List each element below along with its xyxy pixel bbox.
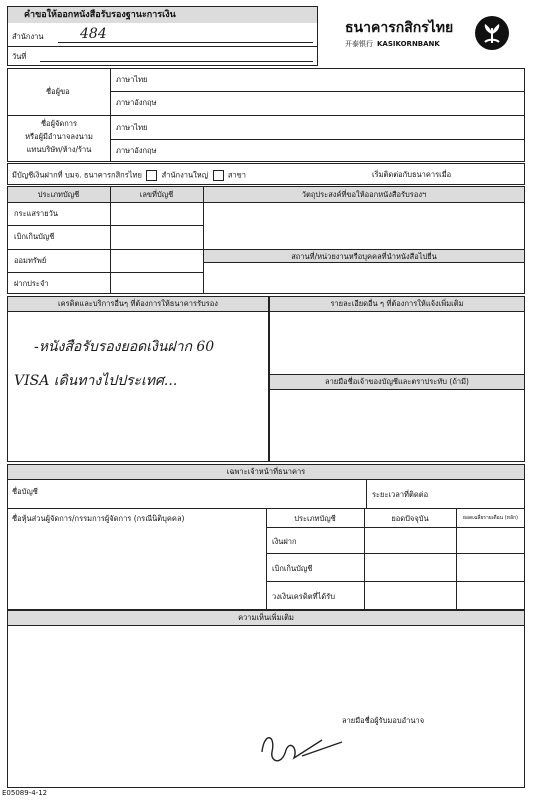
bank-table-row-line-1 xyxy=(266,553,525,554)
handwritten-line-2: VISA เดินทางไปประเทศ... xyxy=(14,373,178,389)
form-code: E05089-4-12 xyxy=(2,789,48,797)
branch-option-label: สาขา xyxy=(227,170,247,180)
opinion-header-line xyxy=(7,625,525,626)
eng-lang-label-2: ภาษาอังกฤษ xyxy=(116,146,157,155)
requester-name-label: ชื่อผู้ขอ xyxy=(46,87,70,96)
form-title: คำขอให้ออกหนังสือรับรองฐานะการเงิน xyxy=(24,10,176,20)
account-prefix: มีบัญชีเงินฝากที่ บมจ. ธนาคารกสิกรไทย xyxy=(12,170,142,180)
place-label: สถานที่/หน่วยงานหรือบุคคลที่นำหนังสือไปยื่น xyxy=(291,252,437,261)
acct-row-line-1 xyxy=(7,225,203,226)
opinion-header: ความเห็นเพิ่มเติม xyxy=(238,613,294,622)
bank-table-row-line-2 xyxy=(266,581,525,582)
bank-table-div-2 xyxy=(364,508,365,610)
bank-name-chinese: 开泰银行 xyxy=(345,40,373,48)
kasikorn-logo-icon xyxy=(475,16,509,50)
requester-row2-split xyxy=(110,139,525,140)
account-line-text xyxy=(12,170,246,181)
table-row-overdraft: เบิกเกินบัญชี xyxy=(14,232,55,241)
account-name-label: ชื่อบัญชี xyxy=(12,487,38,496)
place-label-line xyxy=(203,262,525,263)
bank-name-english: KASIKORNBANK xyxy=(377,40,440,48)
acct-col-div-2 xyxy=(203,186,204,294)
branch-underline xyxy=(58,42,313,43)
bank-col-type: ประเภทบัญชี xyxy=(294,514,336,523)
bank-table-div-1 xyxy=(266,508,267,610)
bank-table-div-3 xyxy=(456,508,457,610)
bank-col-balance: ยอดปัจจุบัน xyxy=(391,514,429,523)
table-row-fixed: ฝากประจำ xyxy=(14,279,49,288)
handwritten-line-1: -หนังสือรับรองยอดเงินฝาก 60 xyxy=(34,339,215,355)
header-divider xyxy=(7,46,318,47)
col-account-number: เลขที่บัญชี xyxy=(139,190,174,199)
bank-only-header-line xyxy=(7,479,525,480)
signature-header: ลายมือชื่อเจ้าของบัญชีและตราประทับ (ถ้ามี) xyxy=(325,377,469,386)
thai-lang-label-2: ภาษาไทย xyxy=(116,123,148,132)
partners-label: ชื่อหุ้นส่วนผู้จัดการ/กรรมการผู้จัดการ (กรณีนิติบุคคล) xyxy=(12,514,185,523)
requester-hdivider xyxy=(7,115,525,116)
manager-label-1: ชื่อผู้จัดการ xyxy=(40,119,78,128)
bank-name-thai: ธนาคารกสิกรไทย xyxy=(345,20,454,36)
bank-col-average: ยอดเฉลี่ยรายเดือน (หลัก) xyxy=(463,515,518,521)
head-office-checkbox[interactable] xyxy=(146,170,157,181)
authorized-signature-label: ลายมือชื่อผู้รับมอบอำนาจ xyxy=(342,716,425,725)
manager-label-3: แทนบริษัท/ห้าง/ร้าน xyxy=(26,145,92,154)
requester-row1-split xyxy=(110,91,525,92)
bank-only-name-div xyxy=(366,479,367,508)
date-label: วันที่ xyxy=(12,52,27,61)
eng-lang-label: ภาษาอังกฤษ xyxy=(116,98,157,107)
bank-table-header-line xyxy=(266,527,525,528)
start-contact-label: เริ่มติดต่อกับธนาคารเมื่อ xyxy=(372,170,452,179)
table-row-current: กระแสรายวัน xyxy=(14,209,58,218)
acct-header-line xyxy=(7,202,525,203)
branch-label: สำนักงาน xyxy=(12,32,44,41)
bank-only-header: เฉพาะเจ้าหน้าที่ธนาคาร xyxy=(226,467,306,476)
acct-col-div-1 xyxy=(110,186,111,294)
head-office-label: สำนักงานใหญ่ xyxy=(161,170,209,180)
table-row-savings: ออมทรัพย์ xyxy=(14,256,47,265)
details-header-line xyxy=(269,311,525,312)
bank-row-credit-limit: วงเงินเครดิตที่ได้รับ xyxy=(272,592,335,601)
col-account-type: ประเภทบัญชี xyxy=(37,190,80,199)
branch-handwritten: 484 xyxy=(80,26,107,42)
signature-scribble xyxy=(252,722,362,776)
bank-row-deposit: เงินฝาก xyxy=(272,537,297,546)
credit-header-line xyxy=(7,311,269,312)
signature-header-top xyxy=(269,374,525,375)
manager-label-2: หรือผู้มีอำนาจลงนาม xyxy=(25,132,93,141)
bank-row-overdraft: เบิกเกินบัญชี xyxy=(272,564,313,573)
credit-header: เครดิตและบริการอื่นๆ ที่ต้องการให้ธนาคารรับรอง xyxy=(58,299,218,308)
signature-header-bottom xyxy=(269,389,525,390)
col-purpose: วัตถุประสงค์ที่ขอให้ออกหนังสือรับรองฯ xyxy=(301,190,427,199)
branch-checkbox[interactable] xyxy=(213,170,224,181)
details-header: รายละเอียดอื่น ๆ ที่ต้องการให้แจ้งเพิ่มเติม xyxy=(330,299,464,308)
date-underline xyxy=(40,61,313,62)
acct-row-line-3 xyxy=(7,272,203,273)
duration-label: ระยะเวลาที่ติดต่อ xyxy=(372,490,429,499)
thai-lang-label: ภาษาไทย xyxy=(116,75,148,84)
